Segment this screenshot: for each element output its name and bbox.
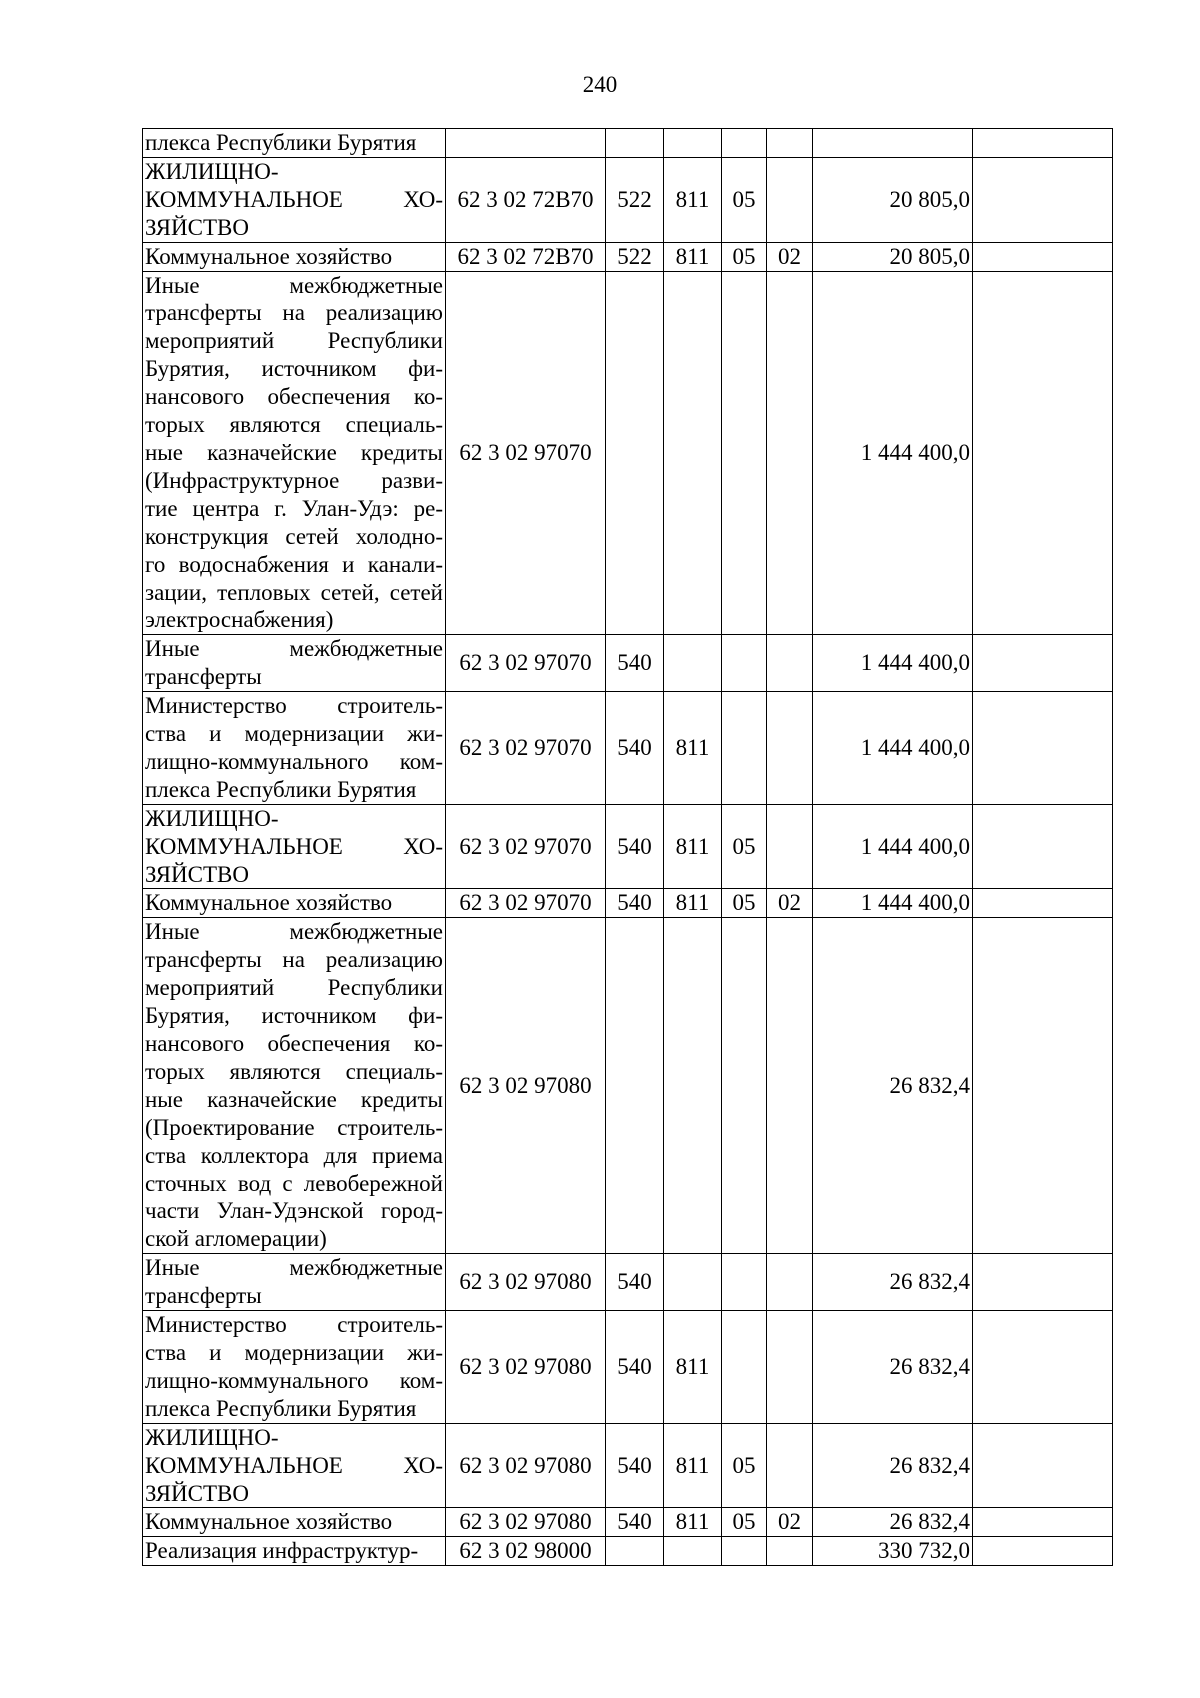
- item-name-line: Иные межбюджетные: [145, 272, 443, 298]
- expense-type-cell: [606, 918, 664, 1254]
- subsection-cell: 02: [767, 889, 813, 918]
- target-code-cell: 62 3 02 97080: [446, 1311, 606, 1424]
- target-code-cell: 62 3 02 97070: [446, 271, 606, 635]
- page-number: 240: [582, 72, 618, 97]
- item-name-line: (Инфраструктурное разви-: [145, 467, 443, 493]
- item-name-line: КОММУНАЛЬНОЕ ХО-: [145, 1452, 443, 1478]
- section-cell: [722, 129, 767, 158]
- extra-cell: [973, 918, 1113, 1254]
- item-name-line: ЗЯЙСТВО: [145, 861, 249, 887]
- item-name-line: плекса Республики Бурятия: [145, 1395, 417, 1421]
- item-name-line: Иные межбюджетные: [145, 1255, 443, 1281]
- target-code-cell: 62 3 02 98000: [446, 1537, 606, 1566]
- item-name-line: ЖИЛИЩНО-: [145, 158, 279, 184]
- expense-type-cell: 540: [606, 1508, 664, 1537]
- subsection-cell: [767, 918, 813, 1254]
- section-cell: [722, 1254, 767, 1311]
- subsection-cell: [767, 635, 813, 692]
- target-code-cell: 62 3 02 97080: [446, 1423, 606, 1508]
- section-cell: [722, 1537, 767, 1566]
- table-row: [143, 1423, 1113, 1508]
- item-name-line: Иные межбюджетные: [145, 919, 443, 945]
- item-name-cell: [143, 918, 446, 1254]
- ministry-code-cell: 811: [664, 242, 722, 271]
- table-row: [143, 242, 1113, 271]
- extra-cell: [973, 804, 1113, 889]
- expense-type-cell: 540: [606, 889, 664, 918]
- table-row: [143, 1311, 1113, 1424]
- amount-cell: 26 832,4: [813, 918, 973, 1254]
- amount-cell: 26 832,4: [813, 1423, 973, 1508]
- item-name-line: (Проектирование строитель-: [145, 1114, 443, 1140]
- expense-type-cell: [606, 1537, 664, 1566]
- table-row: [143, 1508, 1113, 1537]
- target-code-cell: 62 3 02 97070: [446, 635, 606, 692]
- extra-cell: [973, 242, 1113, 271]
- item-name-line: нансового обеспечения ко-: [145, 1031, 443, 1056]
- item-name-line: трансферты: [145, 1283, 262, 1309]
- extra-cell: [973, 692, 1113, 805]
- item-name-line: ные казначейские кредиты: [145, 1086, 443, 1112]
- extra-cell: [973, 1508, 1113, 1537]
- extra-cell: [973, 271, 1113, 635]
- ministry-code-cell: 811: [664, 1423, 722, 1508]
- subsection-cell: [767, 1537, 813, 1566]
- budget-table: [142, 128, 1113, 1566]
- section-cell: 05: [722, 242, 767, 271]
- section-cell: [722, 918, 767, 1254]
- item-name-line: тие центра г. Улан-Удэ: ре-: [145, 495, 443, 521]
- item-name-line: лищно-коммунального ком-: [145, 1367, 443, 1393]
- item-name-line: КОММУНАЛЬНОЕ ХО-: [145, 833, 443, 859]
- section-cell: [722, 692, 767, 805]
- section-cell: 05: [722, 804, 767, 889]
- subsection-cell: [767, 157, 813, 242]
- amount-cell: 26 832,4: [813, 1508, 973, 1537]
- target-code-cell: 62 3 02 72В70: [446, 242, 606, 271]
- ministry-code-cell: 811: [664, 804, 722, 889]
- item-name-line: КОММУНАЛЬНОЕ ХО-: [145, 186, 443, 212]
- section-cell: 05: [722, 889, 767, 918]
- item-name-line: Бурятия, источником фи-: [145, 1003, 443, 1029]
- subsection-cell: [767, 271, 813, 635]
- extra-cell: [973, 129, 1113, 158]
- table-row: [143, 635, 1113, 692]
- item-name-line: ства и модернизации жи-: [145, 721, 443, 747]
- expense-type-cell: 540: [606, 635, 664, 692]
- item-name-line: трансферты: [145, 664, 262, 690]
- target-code-cell: 62 3 02 97070: [446, 692, 606, 805]
- amount-cell: 1 444 400,0: [813, 635, 973, 692]
- item-name-line: Бурятия, источником фи-: [145, 356, 443, 382]
- subsection-cell: [767, 692, 813, 805]
- subsection-cell: 02: [767, 242, 813, 271]
- item-name-line: зации, тепловых сетей, сетей: [145, 579, 443, 605]
- target-code-cell: 62 3 02 97080: [446, 1508, 606, 1537]
- expense-type-cell: [606, 271, 664, 635]
- extra-cell: [973, 1254, 1113, 1311]
- section-cell: 05: [722, 1423, 767, 1508]
- expense-type-cell: 540: [606, 1254, 664, 1311]
- expense-type-cell: 540: [606, 692, 664, 805]
- amount-cell: 26 832,4: [813, 1311, 973, 1424]
- item-name-line: нансового обеспечения ко-: [145, 384, 443, 410]
- ministry-code-cell: [664, 918, 722, 1254]
- extra-cell: [973, 635, 1113, 692]
- expense-type-cell: 540: [606, 1311, 664, 1424]
- amount-cell: 26 832,4: [813, 1254, 973, 1311]
- item-name-line: ЖИЛИЩНО-: [145, 1424, 279, 1450]
- item-name-cell: [143, 635, 446, 692]
- target-code-cell: 62 3 02 97080: [446, 1254, 606, 1311]
- amount-cell: 330 732,0: [813, 1537, 973, 1566]
- table-row: [143, 1537, 1113, 1566]
- expense-type-cell: [606, 129, 664, 158]
- subsection-cell: [767, 129, 813, 158]
- item-name-line: ЗЯЙСТВО: [145, 214, 249, 240]
- table-row: [143, 157, 1113, 242]
- ministry-code-cell: [664, 1254, 722, 1311]
- extra-cell: [973, 157, 1113, 242]
- item-name-line: Коммунальное хозяйство: [145, 1509, 393, 1535]
- item-name-line: мероприятий Республики: [145, 328, 443, 354]
- amount-cell: 1 444 400,0: [813, 889, 973, 918]
- amount-cell: 1 444 400,0: [813, 692, 973, 805]
- extra-cell: [973, 1537, 1113, 1566]
- item-name-line: го водоснабжения и канали-: [145, 551, 443, 577]
- expense-type-cell: 522: [606, 242, 664, 271]
- item-name-line: плекса Республики Бурятия: [145, 776, 417, 802]
- table-row: [143, 129, 1113, 158]
- section-cell: 05: [722, 1508, 767, 1537]
- table-row: [143, 1254, 1113, 1311]
- item-name-cell: [143, 1508, 446, 1537]
- target-code-cell: 62 3 02 97070: [446, 889, 606, 918]
- item-name-cell: [143, 157, 446, 242]
- ministry-code-cell: 811: [664, 157, 722, 242]
- item-name-line: ные казначейские кредиты: [145, 439, 443, 465]
- ministry-code-cell: [664, 1537, 722, 1566]
- item-name-line: Коммунальное хозяйство: [145, 243, 393, 269]
- item-name-line: торых являются специаль-: [145, 412, 443, 438]
- table-row: [143, 804, 1113, 889]
- amount-cell: 1 444 400,0: [813, 271, 973, 635]
- ministry-code-cell: 811: [664, 692, 722, 805]
- item-name-line: Реализация инфраструктур-: [145, 1538, 419, 1564]
- ministry-code-cell: [664, 635, 722, 692]
- target-code-cell: 62 3 02 72В70: [446, 157, 606, 242]
- section-cell: [722, 635, 767, 692]
- item-name-cell: [143, 129, 446, 158]
- item-name-cell: [143, 1423, 446, 1508]
- item-name-line: ства коллектора для приема: [145, 1142, 443, 1168]
- item-name-cell: [143, 889, 446, 918]
- item-name-line: ЖИЛИЩНО-: [145, 805, 279, 831]
- subsection-cell: [767, 1254, 813, 1311]
- target-code-cell: 62 3 02 97070: [446, 804, 606, 889]
- item-name-line: трансферты на реализацию: [145, 947, 443, 973]
- item-name-line: плекса Республики Бурятия: [145, 130, 417, 155]
- section-cell: [722, 1311, 767, 1424]
- target-code-cell: [446, 129, 606, 158]
- item-name-cell: [143, 1311, 446, 1424]
- item-name-line: трансферты на реализацию: [145, 300, 443, 326]
- subsection-cell: [767, 1423, 813, 1508]
- table-row: [143, 918, 1113, 1254]
- item-name-line: части Улан-Удэнской город-: [145, 1198, 443, 1224]
- item-name-line: ской агломерации): [145, 1226, 327, 1252]
- ministry-code-cell: [664, 129, 722, 158]
- extra-cell: [973, 1311, 1113, 1424]
- item-name-line: Коммунальное хозяйство: [145, 890, 393, 916]
- ministry-code-cell: 811: [664, 1311, 722, 1424]
- item-name-line: ства и модернизации жи-: [145, 1339, 443, 1365]
- expense-type-cell: 540: [606, 1423, 664, 1508]
- item-name-line: Иные межбюджетные: [145, 636, 443, 662]
- expense-type-cell: 540: [606, 804, 664, 889]
- subsection-cell: 02: [767, 1508, 813, 1537]
- item-name-line: электроснабжения): [145, 607, 334, 633]
- subsection-cell: [767, 1311, 813, 1424]
- table-row: [143, 889, 1113, 918]
- item-name-line: сточных вод с левобережной: [145, 1170, 443, 1196]
- table-row: [143, 271, 1113, 635]
- item-name-line: лищно-коммунального ком-: [145, 748, 443, 774]
- item-name-line: торых являются специаль-: [145, 1058, 443, 1084]
- item-name-cell: [143, 1254, 446, 1311]
- item-name-line: конструкция сетей холодно-: [145, 523, 443, 549]
- item-name-cell: [143, 1537, 446, 1566]
- extra-cell: [973, 1423, 1113, 1508]
- item-name-line: Министерство строитель-: [145, 1312, 443, 1338]
- amount-cell: 20 805,0: [813, 157, 973, 242]
- expense-type-cell: 522: [606, 157, 664, 242]
- target-code-cell: 62 3 02 97080: [446, 918, 606, 1254]
- item-name-line: Министерство строитель-: [145, 693, 443, 719]
- ministry-code-cell: 811: [664, 1508, 722, 1537]
- extra-cell: [973, 889, 1113, 918]
- item-name-cell: [143, 271, 446, 635]
- item-name-line: мероприятий Республики: [145, 975, 443, 1001]
- section-cell: [722, 271, 767, 635]
- table-row: [143, 692, 1113, 805]
- amount-cell: 1 444 400,0: [813, 804, 973, 889]
- section-cell: 05: [722, 157, 767, 242]
- ministry-code-cell: 811: [664, 889, 722, 918]
- amount-cell: [813, 129, 973, 158]
- item-name-cell: [143, 804, 446, 889]
- item-name-line: ЗЯЙСТВО: [145, 1480, 249, 1506]
- amount-cell: 20 805,0: [813, 242, 973, 271]
- table-body: [143, 129, 1113, 1566]
- item-name-cell: [143, 242, 446, 271]
- ministry-code-cell: [664, 271, 722, 635]
- subsection-cell: [767, 804, 813, 889]
- item-name-cell: [143, 692, 446, 805]
